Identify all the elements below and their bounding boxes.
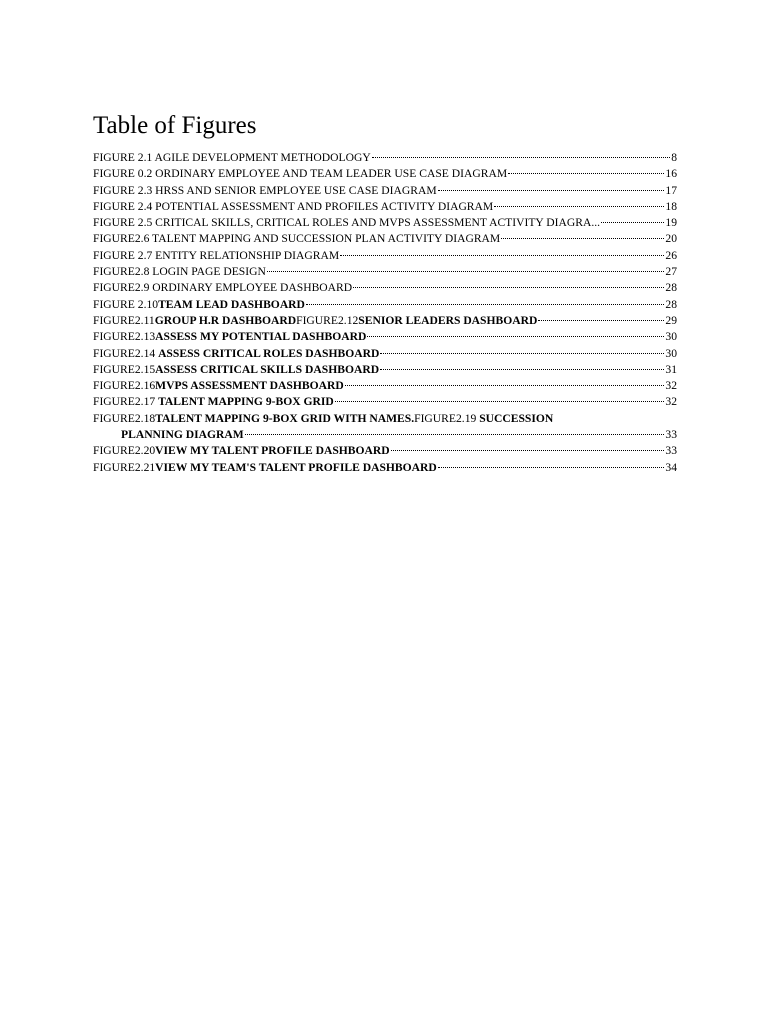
- toc-entry[interactable]: [93, 394, 677, 410]
- toc-entry[interactable]: [93, 166, 677, 182]
- dot-leader: [501, 238, 664, 239]
- entry-caption: FIGURE2.21: [93, 460, 156, 474]
- toc-page-number: 17: [665, 183, 677, 197]
- toc-entry-text: [93, 264, 266, 280]
- dot-leader: [335, 401, 665, 402]
- dot-leader: [508, 173, 664, 174]
- entry-caption: FIGURE2.16: [93, 379, 156, 393]
- toc-entry-text: [93, 166, 507, 182]
- dot-leader: [345, 385, 665, 386]
- toc-page-number: 19: [665, 216, 677, 230]
- entry-caption-bold: VIEW MY TEAM'S TALENT PROFILE DASHBOARD: [155, 460, 437, 474]
- entry-caption: FIGURE2.14: [93, 346, 159, 360]
- entry-caption-bold: ASSESS CRITICAL ROLES DASHBOARD: [158, 346, 380, 360]
- toc-page-number: 20: [665, 232, 677, 246]
- toc-entry[interactable]: [93, 150, 677, 166]
- dot-leader: [353, 287, 664, 288]
- toc-entry-text: [93, 248, 339, 264]
- toc-page-number: 32: [665, 395, 677, 409]
- toc-page-number: 16: [665, 167, 677, 181]
- toc-entry[interactable]: [93, 346, 677, 362]
- toc-entry-continuation: [93, 427, 677, 443]
- entry-caption: FIGURE2.6 TALENT MAPPING AND SUCCESSION PLAN ACTIVITY DIAGRAM: [93, 232, 501, 246]
- toc-entry-text: [93, 297, 305, 313]
- entry-caption: FIGURE 2.10: [93, 297, 159, 311]
- toc-entry[interactable]: [93, 264, 677, 280]
- entry-caption: FIGURE2.19: [414, 411, 480, 425]
- toc-page-number: 31: [665, 362, 677, 376]
- toc-entry-text: [93, 443, 390, 459]
- entry-caption: FIGURE2.20: [93, 444, 156, 458]
- toc-page-number: 28: [665, 297, 677, 311]
- dot-leader: [340, 255, 664, 256]
- toc-entry-text: [93, 411, 677, 427]
- toc-entry-text: [121, 427, 244, 443]
- entry-caption: FIGURE 2.4 POTENTIAL ASSESSMENT AND PROFILES ACTIVITY DIAGRAM: [93, 199, 494, 213]
- dot-leader: [267, 271, 665, 272]
- dot-leader: [380, 369, 664, 370]
- toc-entry[interactable]: [93, 183, 677, 199]
- toc-entry-text: [93, 362, 379, 378]
- toc-page-number: 30: [665, 330, 677, 344]
- toc-entry[interactable]: [93, 280, 677, 296]
- toc-page-number: 27: [665, 265, 677, 279]
- toc-entry[interactable]: [93, 443, 677, 459]
- toc-page-number: 26: [665, 248, 677, 262]
- dot-leader: [601, 222, 664, 223]
- dot-leader: [367, 336, 664, 337]
- entry-caption-bold: MVPS ASSESSMENT DASHBOARD: [155, 379, 344, 393]
- toc-page-number: 30: [665, 346, 677, 360]
- page-title: Table of Figures: [93, 112, 257, 139]
- toc-entry[interactable]: [93, 313, 677, 329]
- toc-entry-text: [93, 329, 366, 345]
- entry-caption: FIGURE2.15: [93, 362, 156, 376]
- entry-caption-bold: SUCCESSION: [479, 411, 554, 425]
- toc-page-number: 33: [665, 428, 677, 442]
- toc-entry-text: [93, 378, 344, 394]
- toc-page-number: 18: [665, 199, 677, 213]
- entry-caption: FIGURE 2.5 CRITICAL SKILLS, CRITICAL ROLES AND MVPS ASSESSMENT ACTIVITY DIAGRA...: [93, 216, 601, 230]
- entry-caption: FIGURE 2.1 AGILE DEVELOPMENT METHODOLOGY: [93, 151, 371, 164]
- entry-caption-bold: VIEW MY TALENT PROFILE DASHBOARD: [155, 444, 390, 458]
- entry-caption-bold: GROUP H.R DASHBOARD: [154, 313, 297, 327]
- entry-caption-bold: PLANNING DIAGRAM: [121, 428, 244, 442]
- toc-entry[interactable]: [93, 199, 677, 215]
- toc-entry[interactable]: [93, 411, 677, 444]
- toc-entry-text: [93, 313, 537, 329]
- toc-entry[interactable]: [93, 248, 677, 264]
- dot-leader: [306, 304, 664, 305]
- dot-leader: [538, 320, 664, 321]
- entry-caption: FIGURE2.12: [296, 313, 359, 327]
- entry-caption: FIGURE2.11: [93, 313, 155, 327]
- dot-leader: [438, 467, 665, 468]
- entry-caption: FIGURE 2.3 HRSS AND SENIOR EMPLOYEE USE CASE DIAGRAM: [93, 183, 437, 197]
- entry-caption-bold: TEAM LEAD DASHBOARD: [158, 297, 305, 311]
- toc-page-number: 32: [665, 379, 677, 393]
- dot-leader: [380, 353, 664, 354]
- dot-leader: [372, 157, 671, 158]
- toc-page-number: 29: [665, 313, 677, 327]
- toc-entry-text: [93, 394, 334, 410]
- entry-caption: FIGURE2.8 LOGIN PAGE DESIGN: [93, 265, 266, 279]
- dot-leader: [245, 434, 665, 435]
- entry-caption-bold: ASSESS CRITICAL SKILLS DASHBOARD: [155, 362, 380, 376]
- entry-caption: FIGURE2.9 ORDINARY EMPLOYEE DASHBOARD: [93, 281, 353, 295]
- toc-page-number: 8: [671, 151, 677, 164]
- table-of-figures: [93, 150, 677, 476]
- toc-page-number: 34: [665, 460, 677, 474]
- toc-entry-text: [93, 183, 437, 199]
- dot-leader: [391, 450, 665, 451]
- entry-caption: FIGURE2.18: [93, 411, 156, 425]
- toc-entry[interactable]: [93, 378, 677, 394]
- entry-caption-bold: TALENT MAPPING 9-BOX GRID: [158, 395, 334, 409]
- toc-entry-text: [93, 280, 352, 296]
- toc-entry[interactable]: [93, 231, 677, 247]
- entry-caption: FIGURE 0.2 ORDINARY EMPLOYEE AND TEAM LEADER USE CASE DIAGRAM: [93, 167, 508, 181]
- toc-entry[interactable]: [93, 362, 677, 378]
- toc-entry-text: [93, 346, 379, 362]
- toc-entry[interactable]: [93, 297, 677, 313]
- entry-caption: FIGURE 2.7 ENTITY RELATIONSHIP DIAGRAM: [93, 248, 340, 262]
- toc-entry-text: [93, 150, 371, 166]
- entry-caption: FIGURE2.17: [93, 395, 159, 409]
- toc-entry-text: [93, 460, 437, 476]
- entry-caption-bold: TALENT MAPPING 9-BOX GRID WITH NAMES.: [155, 411, 415, 425]
- toc-page-number: 28: [665, 281, 677, 295]
- toc-entry[interactable]: [93, 329, 677, 345]
- toc-entry[interactable]: [93, 460, 677, 476]
- toc-entry[interactable]: [93, 215, 677, 231]
- toc-entry-text: [93, 199, 493, 215]
- toc-entry-text: [93, 231, 500, 247]
- entry-caption-bold: SENIOR LEADERS DASHBOARD: [358, 313, 538, 327]
- toc-entry-text: [93, 215, 600, 231]
- toc-page-number: 33: [665, 444, 677, 458]
- dot-leader: [438, 190, 665, 191]
- dot-leader: [494, 206, 664, 207]
- entry-caption-bold: ASSESS MY POTENTIAL DASHBOARD: [155, 330, 367, 344]
- entry-caption: FIGURE2.13: [93, 330, 156, 344]
